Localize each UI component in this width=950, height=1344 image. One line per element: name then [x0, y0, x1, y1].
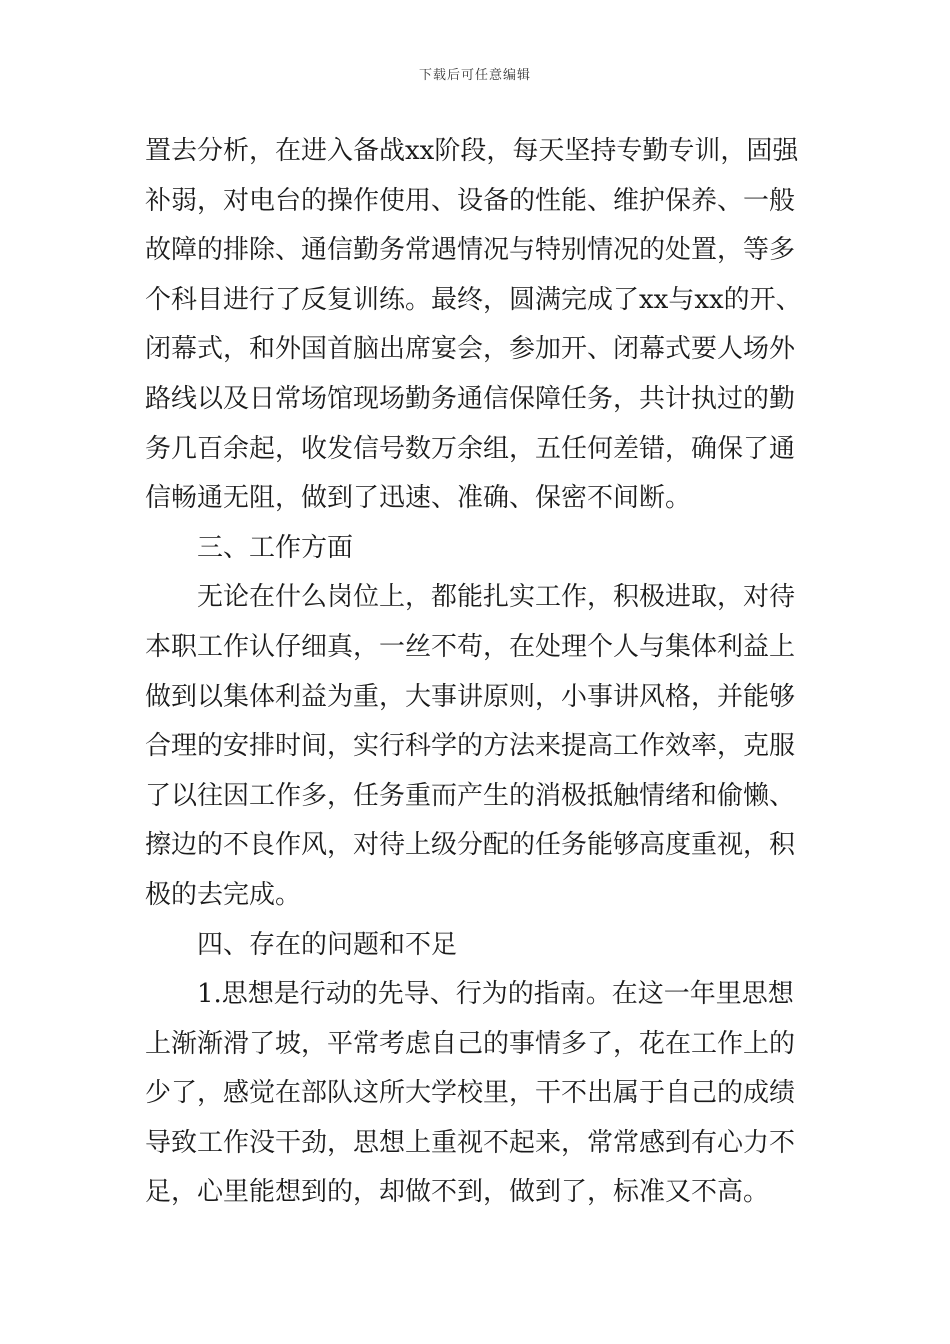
- text-line: 无论在什么岗位上，都能扎实工作，积极进取，对待: [197, 582, 796, 613]
- text-line: 上渐渐滑了坡，平常考虑自己的事情多了，花在工作上的: [145, 1028, 796, 1059]
- text-line: 信畅通无阻，做到了迅速、准确、保密不间断。: [145, 483, 692, 514]
- text-line: 做到以集体利益为重，大事讲原则，小事讲风格，并能够: [145, 681, 796, 712]
- section-heading-problems: 四、存在的问题和不足: [197, 929, 458, 960]
- text-line: 补弱，对电台的操作使用、设备的性能、维护保养、一般: [145, 185, 796, 216]
- text-line: 个科目进行了反复训练。最终，圆满完成了xx与xx的开、: [145, 284, 802, 315]
- text-line: 置去分析，在进入备战xx阶段，每天坚持专勤专训，固强: [145, 136, 799, 166]
- text-line: 务几百余起，收发信号数万余组，五任何差错，确保了通: [145, 433, 796, 464]
- text-line: 路线以及日常场馆现场勤务通信保障任务，共计执过的勤: [145, 383, 796, 414]
- text-line: 擦边的不良作风，对待上级分配的任务能够高度重视，积: [145, 830, 796, 861]
- text-line: 了以往因工作多，任务重而产生的消极抵触情绪和偷懒、: [145, 780, 796, 811]
- text-line: 极的去完成。: [145, 879, 302, 910]
- text-line: 导致工作没干劲，思想上重视不起来，常常感到有心力不: [145, 1127, 796, 1158]
- section-heading-work: 三、工作方面: [197, 532, 354, 563]
- text-line: 本职工作认仔细真，一丝不苟，在处理个人与集体利益上: [145, 631, 796, 662]
- text-line: 1.思想是行动的先导、行为的指南。在这一年里思想: [197, 979, 794, 1010]
- text-line: 闭幕式，和外国首脑出席宴会，参加开、闭幕式要人场外: [145, 334, 796, 365]
- text-line: 足，心里能想到的，却做不到，做到了，标准又不高。: [145, 1177, 770, 1208]
- text-line: 故障的排除、通信勤务常遇情况与特别情况的处置，等多: [145, 235, 796, 266]
- page-header: 下载后可任意编辑: [418, 68, 531, 83]
- text-line: 少了，感觉在部队这所大学校里，干不出属于自己的成绩: [145, 1078, 796, 1109]
- document-body: [145, 127, 810, 1218]
- text-line: 合理的安排时间，实行科学的方法来提高工作效率，克服: [145, 731, 796, 762]
